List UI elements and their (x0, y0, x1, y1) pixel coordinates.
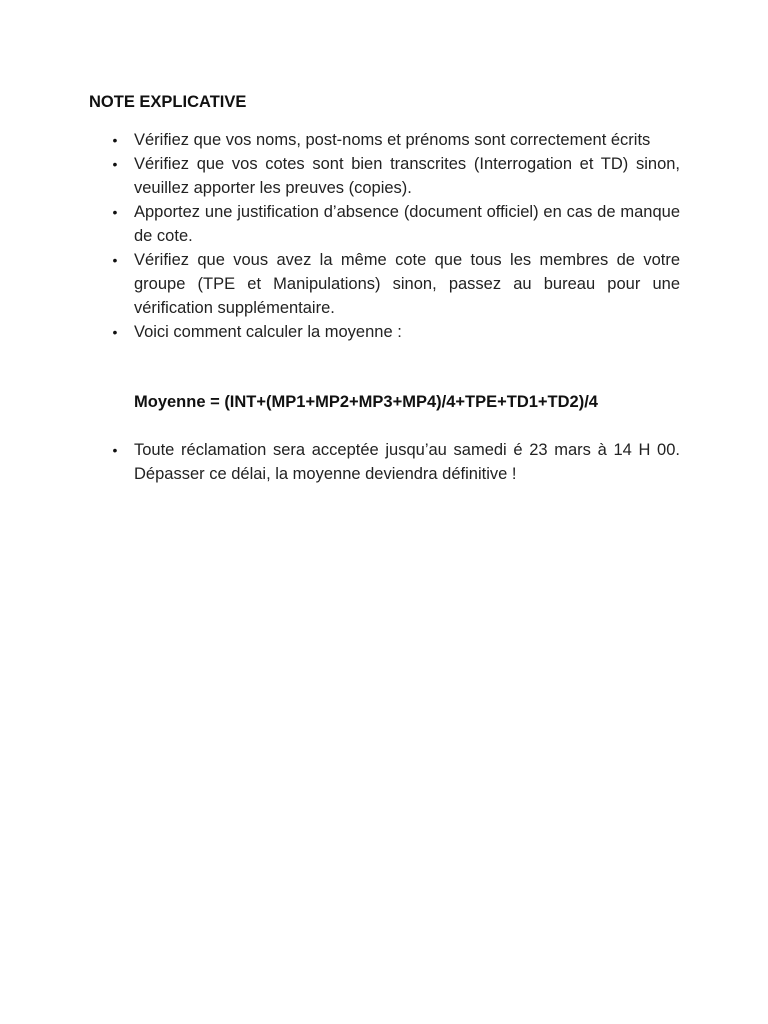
deadline-list (112, 438, 680, 486)
instruction-text-2: Vérifiez que vos cotes sont bien transcrites (Interrogation et TD) sinon, veuillez apporter les preuves (copies). (134, 155, 680, 197)
instruction-list (112, 128, 680, 344)
instruction-item-1 (112, 128, 680, 152)
instruction-text-3: Apportez une justification d’absence (document officiel) en cas de manque de cote. (134, 203, 680, 245)
bullet-icon: • (112, 204, 118, 220)
instruction-item-2 (112, 152, 680, 200)
bullet-icon: • (112, 324, 118, 340)
deadline-text: Toute réclamation sera acceptée jusqu’au samedi é 23 mars à 14 H 00. Dépasser ce délai, la moyenne deviendra définitive ! (134, 441, 680, 483)
bullet-icon: • (112, 156, 118, 172)
document-title: NOTE EXPLICATIVE (89, 93, 247, 111)
average-formula: Moyenne = (INT+(MP1+MP2+MP3+MP4)/4+TPE+TD1+TD2)/4 (134, 393, 598, 411)
instruction-item-5 (112, 320, 680, 344)
bullet-icon: • (112, 252, 118, 268)
instruction-text-4: Vérifiez que vous avez la même cote que tous les membres de votre groupe (TPE et Manipulations) sinon, passez au bureau pour une vérification supplémentaire. (134, 251, 680, 317)
deadline-item (112, 438, 680, 486)
instruction-item-4 (112, 248, 680, 320)
bullet-icon: • (112, 132, 118, 148)
instruction-text-5: Voici comment calculer la moyenne : (134, 323, 402, 341)
bullet-icon: • (112, 442, 118, 458)
instruction-item-3 (112, 200, 680, 248)
instruction-text-1: Vérifiez que vos noms, post-noms et prénoms sont correctement écrits (134, 131, 651, 149)
